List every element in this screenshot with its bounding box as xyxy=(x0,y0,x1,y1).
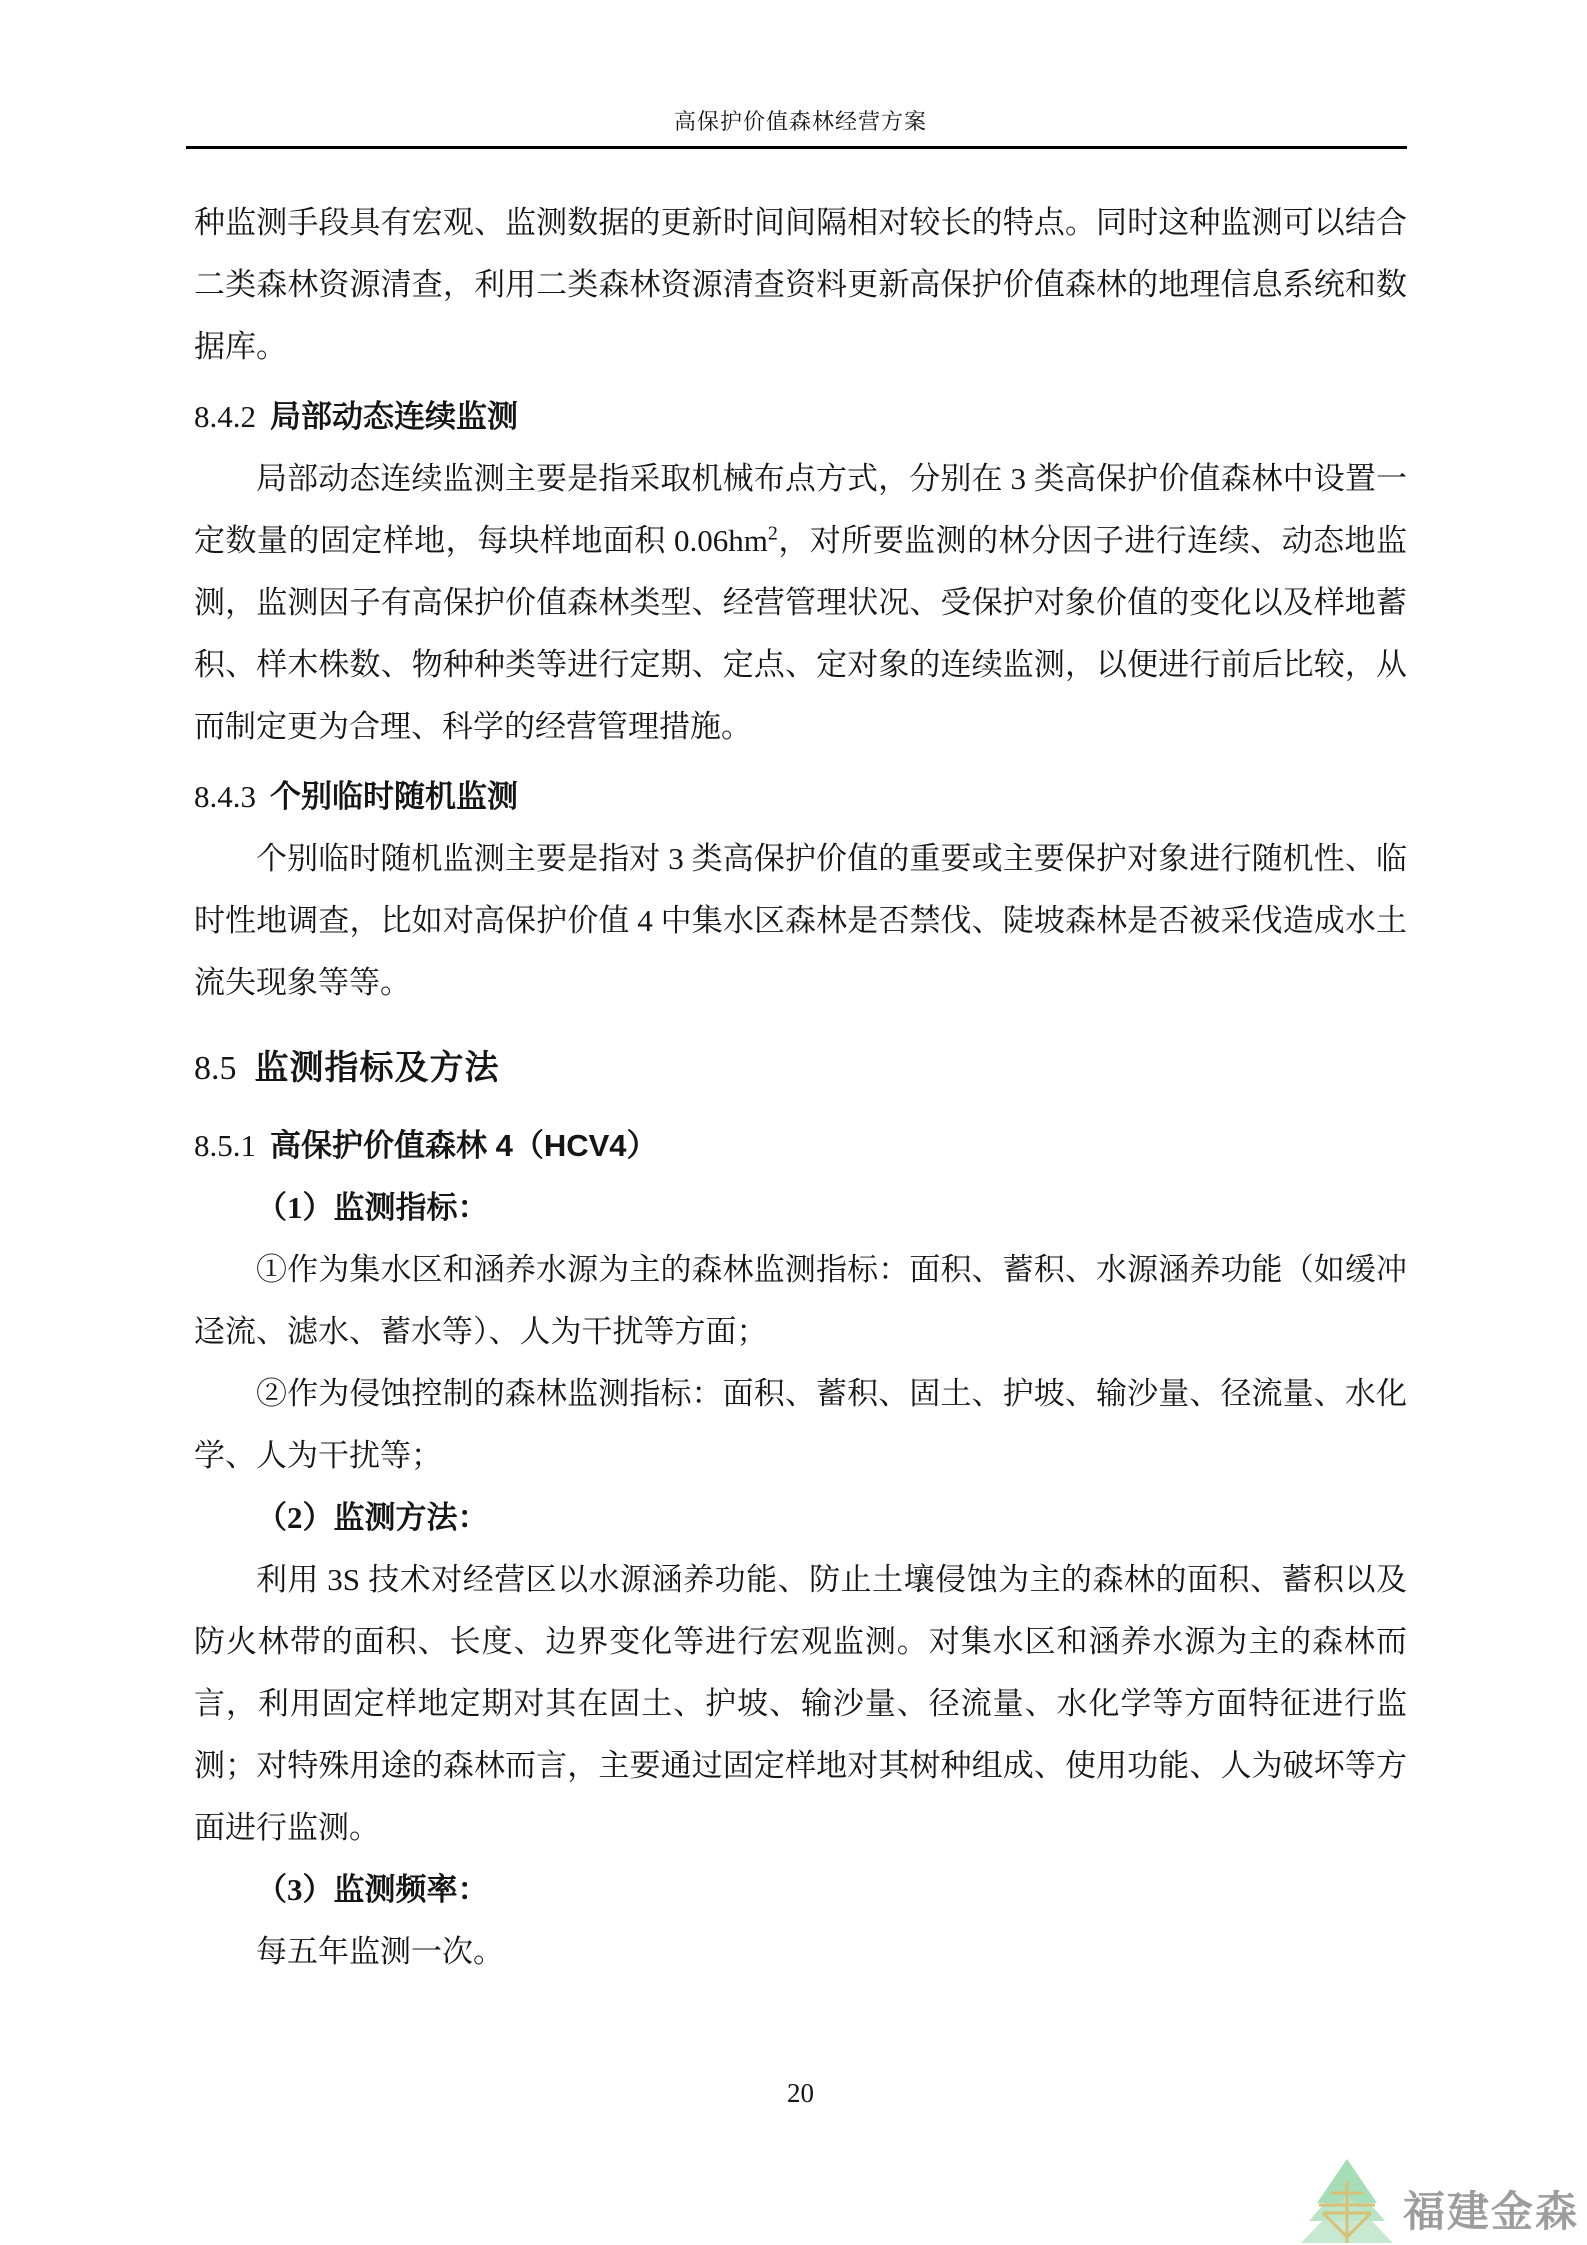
heading-text: 监测指标及方法 xyxy=(254,1049,500,1087)
heading-text: 高保护价值森林 4（HCV4） xyxy=(270,1128,658,1163)
heading-8-4-3 xyxy=(194,766,1407,828)
subheading-monitor-indicators: （1）监测指标： xyxy=(256,1190,489,1225)
heading-8-5 xyxy=(194,1036,1407,1101)
subheading-monitor-frequency: （3）监测频率： xyxy=(256,1872,489,1907)
heading-number: 8.4.3 xyxy=(194,779,256,814)
header-rule xyxy=(186,146,1407,149)
paragraph-8-4-3: 个别临时随机监测主要是指对 3 类高保护价值的重要或主要保护对象进行随机性、临时性地调查，比如对高保护价值 4 中集水区森林是否禁伐、陡坡森林是否被采伐造成水土流失现象等等。 xyxy=(194,841,1407,1000)
paragraph-indicator-1: ①作为集水区和涵养水源为主的森林监测指标：面积、蓄积、水源涵养功能（如缓冲迳流、滤水、蓄水等）、人为干扰等方面； xyxy=(194,1252,1407,1349)
company-logo xyxy=(1299,2157,1579,2245)
heading-number: 8.5 xyxy=(194,1050,237,1087)
heading-text: 局部动态连续监测 xyxy=(270,399,518,434)
document-body xyxy=(194,192,1407,1983)
heading-text: 个别临时随机监测 xyxy=(270,779,518,814)
paragraph-method: 利用 3S 技术对经营区以水源涵养功能、防止土壤侵蚀为主的森林的面积、蓄积以及防火林带的面积、长度、边界变化等进行宏观监测。对集水区和涵养水源为主的森林而言，利用固定样地定期对其在固土、护坡、输沙量、径流量、水化学等方面特征进行监测；对特殊用途的森林而言，主要通过固定样地对其树种组成、使用功能、人为破坏等方面进行监测。 xyxy=(194,1562,1407,1845)
paragraph-intro: 种监测手段具有宏观、监测数据的更新时间间隔相对较长的特点。同时这种监测可以结合二类森林资源清查，利用二类森林资源清查资料更新高保护价值森林的地理信息系统和数据库。 xyxy=(194,205,1407,364)
paragraph-text: ，对所要监测的林分因子进行连续、动态地监测，监测因子有高保护价值森林类型、经营管理状况、受保护对象价值的变化以及样地蓄积、样木株数、物种种类等进行定期、定点、定对象的连续监测，以便进行前后比较，从而制定更为合理、科学的经营管理措施。 xyxy=(194,523,1407,744)
subheading-monitor-method: （2）监测方法： xyxy=(256,1500,489,1535)
paragraph-frequency: 每五年监测一次。 xyxy=(256,1934,504,1969)
logo-text: 福建金森 xyxy=(1402,2188,1579,2235)
heading-number: 8.4.2 xyxy=(194,399,256,434)
header-title: 高保护价值森林经营方案 xyxy=(673,109,927,134)
paragraph-text: 局部动态连续监测主要是指采取机械布点方式，分别在 3 类高保护价值森林中设置一定数量的固定样地，每块样地面积 0.06hm xyxy=(194,461,1407,558)
page-number: 20 xyxy=(787,2078,814,2108)
heading-8-5-1 xyxy=(194,1115,1407,1177)
heading-number: 8.5.1 xyxy=(194,1128,256,1163)
paragraph-indicator-2: ②作为侵蚀控制的森林监测指标：面积、蓄积、固土、护坡、输沙量、径流量、水化学、人为干扰等； xyxy=(194,1376,1407,1473)
paragraph-8-4-2 xyxy=(194,448,1407,758)
heading-8-4-2 xyxy=(194,386,1407,448)
logo-tree-icon xyxy=(1299,2157,1395,2245)
superscript-2: 2 xyxy=(767,522,778,545)
